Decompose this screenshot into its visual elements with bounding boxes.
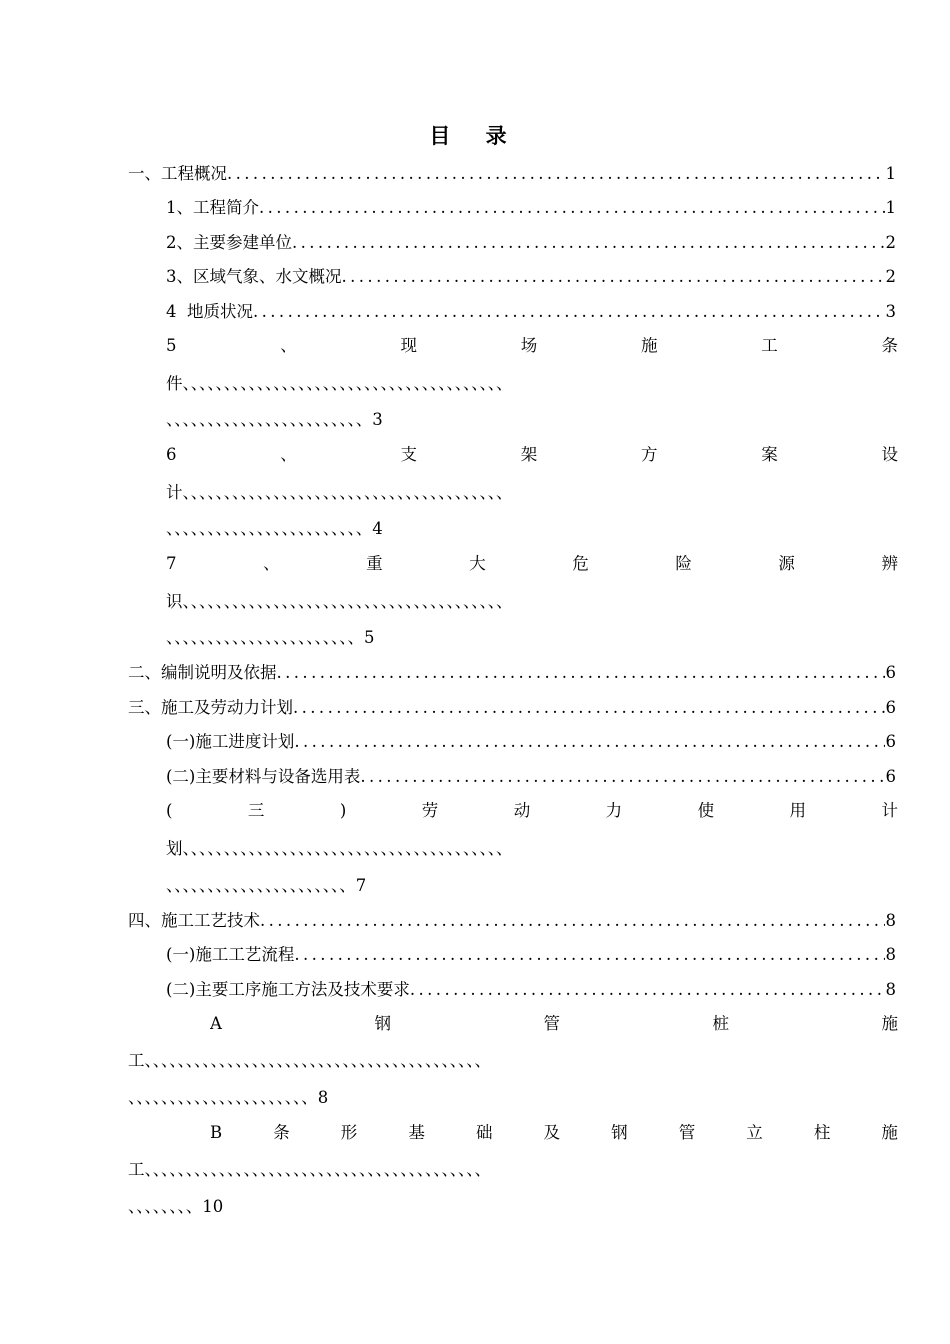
toc-entry-text: 2、主要参建单位: [166, 233, 292, 252]
word: 力: [605, 801, 623, 820]
word: 施: [641, 336, 658, 355]
word: 用: [789, 801, 807, 820]
word: 、: [263, 554, 280, 573]
word: 础: [475, 1123, 493, 1142]
toc-page-number: 6: [885, 732, 896, 751]
word: 施: [881, 1123, 898, 1142]
word: 架: [520, 445, 538, 464]
toc-leader: [253, 295, 885, 329]
word: 及: [543, 1123, 561, 1142]
toc-entry-1-5-line3: 、、、、、、、、、、、、、、、、、、、、、、、、3: [166, 410, 383, 429]
word: B: [210, 1123, 223, 1142]
toc-page-number: 2: [885, 233, 896, 252]
word: ): [339, 801, 347, 820]
toc-entry-3[interactable]: [128, 691, 896, 725]
toc-entry-3-3-line2: 划、、、、、、、、、、、、、、、、、、、、、、、、、、、、、、、、、、、、、、、: [166, 839, 513, 858]
word: 形: [340, 1123, 358, 1142]
toc-entry-1-4[interactable]: [166, 295, 896, 329]
toc-entry-text: (二)主要材料与设备选用表: [166, 767, 361, 786]
toc-entry-1-2[interactable]: [166, 226, 896, 260]
toc-page-number: 6: [885, 698, 896, 717]
word: 7: [166, 554, 177, 573]
word: 险: [675, 554, 692, 573]
word: (: [166, 801, 173, 820]
toc-entry-1-5-line2: 件、、、、、、、、、、、、、、、、、、、、、、、、、、、、、、、、、、、、、、、: [166, 374, 513, 393]
toc-entry-text: 一、工程概况: [128, 164, 227, 183]
toc-entry-3-3-line3: 、、、、、、、、、、、、、、、、、、、、、、7: [166, 876, 367, 895]
toc-leader: [259, 191, 885, 225]
word: 动: [513, 801, 531, 820]
word: 方: [641, 445, 658, 464]
word: 工: [761, 336, 778, 355]
toc-entry-text: (一)施工工艺流程: [166, 945, 295, 964]
toc-entry-4-b-line2: 工、、、、、、、、、、、、、、、、、、、、、、、、、、、、、、、、、、、、、、、、、: [128, 1160, 491, 1179]
word: 现: [400, 336, 417, 355]
toc-leader: [294, 938, 884, 972]
toc-entry-4-a-line2: 工、、、、、、、、、、、、、、、、、、、、、、、、、、、、、、、、、、、、、、、、、: [128, 1051, 491, 1070]
word: 条: [273, 1123, 290, 1142]
word: 案: [761, 445, 778, 464]
toc-leader: [410, 973, 885, 1007]
word: 管: [678, 1123, 696, 1142]
word: 支: [400, 445, 417, 464]
toc-entry-3-1[interactable]: [166, 725, 896, 759]
toc-page-number: 8: [885, 980, 896, 999]
toc-entry-text: 三、施工及劳动力计划: [128, 698, 293, 717]
toc-entry-3-3-line1[interactable]: [166, 794, 898, 828]
word: 管: [543, 1014, 560, 1033]
toc-leader: [342, 260, 885, 294]
word: 立: [746, 1123, 763, 1142]
toc-entry-4-1[interactable]: [166, 938, 896, 972]
word: 辨: [881, 554, 898, 573]
toc-entry-1-6-line1[interactable]: [166, 438, 898, 472]
toc-entry-text: (一)施工进度计划: [166, 732, 295, 751]
toc-entry-4-a-line3: 、、、、、、、、、、、、、、、、、、、、、、8: [128, 1088, 329, 1107]
toc-entry-text: 1、工程简介: [166, 198, 259, 217]
toc-page-number: 8: [885, 945, 896, 964]
toc-title: 目 录: [429, 123, 521, 148]
toc-page-number: 6: [885, 663, 896, 682]
toc-page-number: 3: [885, 302, 896, 321]
word: 6: [166, 445, 177, 464]
word: 桩: [712, 1014, 729, 1033]
toc-entry-1-7-line3: 、、、、、、、、、、、、、、、、、、、、、、、5: [166, 628, 375, 647]
toc-entry-1-3[interactable]: [166, 260, 896, 294]
toc-entry-1-5-line1[interactable]: [166, 329, 898, 363]
toc-entry-4-b-line1[interactable]: [210, 1116, 898, 1150]
word: 钢: [374, 1014, 391, 1033]
word: 5: [166, 336, 177, 355]
toc-entry-text: 二、编制说明及依据: [128, 663, 277, 682]
toc-leader: [260, 904, 885, 938]
toc-entry-4[interactable]: [128, 904, 896, 938]
toc-entry-1[interactable]: [128, 157, 896, 191]
toc-entry-4-b-line3: 、、、、、、、、10: [128, 1197, 224, 1216]
toc-leader: [292, 226, 885, 260]
word: 源: [778, 554, 795, 573]
word: 设: [881, 445, 898, 464]
toc-entry-2[interactable]: [128, 656, 896, 690]
word: A: [210, 1014, 222, 1033]
word: 计: [881, 801, 898, 820]
toc-entry-1-6-line2: 计、、、、、、、、、、、、、、、、、、、、、、、、、、、、、、、、、、、、、、、: [166, 483, 513, 502]
word: 场: [520, 336, 538, 355]
word: 危: [572, 554, 589, 573]
toc-page-number: 6: [885, 767, 896, 786]
toc-leader: [227, 157, 885, 191]
toc-entry-4-2[interactable]: [166, 973, 896, 1007]
word: 柱: [813, 1123, 831, 1142]
toc-page-number: 2: [885, 267, 896, 286]
word: 重: [366, 554, 383, 573]
word: 施: [881, 1014, 898, 1033]
word: 使: [697, 801, 715, 820]
toc-entry-4-a-line1[interactable]: [210, 1007, 898, 1041]
word: 、: [280, 445, 297, 464]
toc-page-number: 1: [885, 198, 896, 217]
toc-entry-1-1[interactable]: [166, 191, 896, 225]
toc-entry-text: 4 地质状况: [166, 302, 253, 321]
toc-entry-text: 四、施工工艺技术: [128, 911, 260, 930]
word: 、: [280, 336, 297, 355]
word: 大: [469, 554, 486, 573]
toc-leader: [294, 725, 884, 759]
word: 钢: [611, 1123, 628, 1142]
word: 劳: [421, 801, 439, 820]
toc-entry-text: (二)主要工序施工方法及技术要求: [166, 980, 410, 999]
toc-entry-3-2[interactable]: [166, 760, 896, 794]
toc-entry-text: 3、区域气象、水文概况: [166, 267, 342, 286]
toc-leader: [293, 691, 885, 725]
toc-leader: [360, 760, 884, 794]
toc-entry-1-6-line3: 、、、、、、、、、、、、、、、、、、、、、、、、4: [166, 519, 383, 538]
toc-entry-1-7-line1[interactable]: [166, 547, 898, 581]
toc-entry-1-7-line2: 识、、、、、、、、、、、、、、、、、、、、、、、、、、、、、、、、、、、、、、、: [166, 592, 513, 611]
toc-page-number: 8: [885, 911, 896, 930]
toc-page-number: 1: [885, 164, 896, 183]
word: 三: [247, 801, 265, 820]
word: 基: [408, 1123, 425, 1142]
toc-leader: [277, 656, 885, 690]
word: 条: [881, 336, 898, 355]
